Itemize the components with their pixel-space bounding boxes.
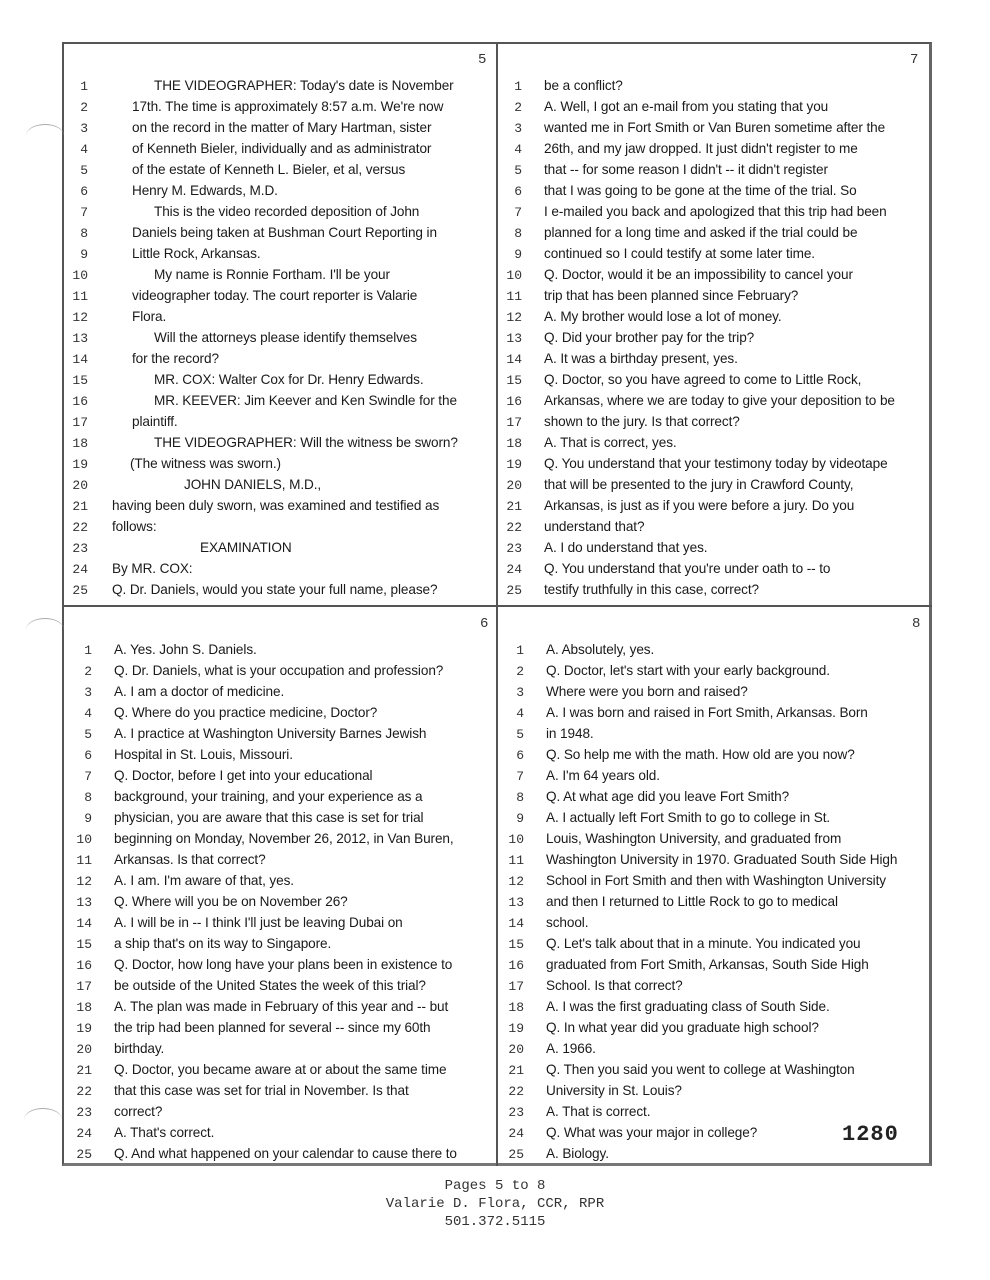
line-number: 1: [84, 643, 92, 658]
line-number: 13: [76, 895, 92, 910]
transcript-line: A. Absolutely, yes.: [546, 642, 655, 657]
line-number: 20: [72, 478, 88, 493]
bates-stamp: 1280: [842, 1122, 899, 1147]
line-number: 7: [514, 205, 522, 220]
transcript-line: birthday.: [114, 1041, 165, 1056]
transcript-line: A. The plan was made in February of this year and -- but: [114, 999, 449, 1014]
line-number: 23: [506, 541, 522, 556]
line-number: 18: [506, 436, 522, 451]
transcript-line: (The witness was sworn.): [130, 456, 281, 471]
transcript-line: Q. So help me with the math. How old are you now?: [546, 747, 855, 762]
transcript-line: Q. Where will you be on November 26?: [114, 894, 348, 909]
transcript-line: THE VIDEOGRAPHER: Will the witness be sworn?: [154, 435, 458, 450]
line-number: 9: [516, 811, 524, 826]
line-number: 15: [508, 937, 524, 952]
line-number: 11: [506, 289, 522, 304]
line-number: 21: [508, 1063, 524, 1078]
line-number: 24: [72, 562, 88, 577]
transcript-line: A. I'm 64 years old.: [546, 768, 660, 783]
line-number: 16: [72, 394, 88, 409]
line-number: 19: [76, 1021, 92, 1036]
transcript-line: A. That is correct.: [546, 1104, 651, 1119]
page-number: 8: [912, 616, 921, 632]
line-number: 16: [76, 958, 92, 973]
line-number: 11: [76, 853, 92, 868]
transcript-line: Arkansas, is just as if you were before a jury. Do you: [544, 498, 855, 513]
line-number: 8: [514, 226, 522, 241]
transcript-line: Henry M. Edwards, M.D.: [132, 183, 278, 198]
line-number: 21: [506, 499, 522, 514]
line-number: 20: [506, 478, 522, 493]
transcript-line: correct?: [114, 1104, 163, 1119]
transcript-line: A. That is correct, yes.: [544, 435, 677, 450]
line-number: 10: [72, 268, 88, 283]
line-number: 15: [506, 373, 522, 388]
transcript-line: MR. COX: Walter Cox for Dr. Henry Edwards.: [154, 372, 424, 387]
line-number: 4: [514, 142, 522, 157]
line-number: 4: [84, 706, 92, 721]
line-number: 22: [506, 520, 522, 535]
transcript-line: A. I was born and raised in Fort Smith, Arkansas. Born: [546, 705, 868, 720]
footer-phone: 501.372.5115: [444, 1214, 546, 1230]
line-number: 19: [508, 1021, 524, 1036]
line-number: 24: [508, 1126, 524, 1141]
line-number: 12: [508, 874, 524, 889]
transcript-line: University in St. Louis?: [546, 1083, 682, 1098]
transcript-line: A. My brother would lose a lot of money.: [544, 309, 782, 324]
transcript-line: for the record?: [132, 351, 219, 366]
transcript-line: Arkansas. Is that correct?: [114, 852, 266, 867]
line-number: 9: [84, 811, 92, 826]
transcript-line: Q. Let's talk about that in a minute. You indicated you: [546, 936, 861, 951]
transcript-line: A. I was the first graduating class of South Side.: [546, 999, 830, 1014]
transcript-line: background, your training, and your experience as a: [114, 789, 423, 804]
line-number: 5: [80, 163, 88, 178]
line-number: 6: [80, 184, 88, 199]
line-number: 11: [72, 289, 88, 304]
line-number: 21: [72, 499, 88, 514]
transcript-line: JOHN DANIELS, M.D.,: [184, 477, 322, 492]
line-number: 1: [516, 643, 524, 658]
line-number: 13: [508, 895, 524, 910]
line-number: 14: [72, 352, 88, 367]
transcript-line: This is the video recorded deposition of John: [154, 204, 420, 219]
line-number: 23: [508, 1105, 524, 1120]
transcript-line: Little Rock, Arkansas.: [132, 246, 261, 261]
transcript-line: I e-mailed you back and apologized that this trip had been: [544, 204, 887, 219]
transcript-line: School in Fort Smith and then with Washington University: [546, 873, 886, 888]
line-number: 6: [84, 748, 92, 763]
line-number: 18: [76, 1000, 92, 1015]
transcript-line: Q. Doctor, so you have agreed to come to Little Rock,: [544, 372, 862, 387]
line-number: 22: [508, 1084, 524, 1099]
transcript-line: A. Yes. John S. Daniels.: [114, 642, 257, 657]
line-number: 8: [80, 226, 88, 241]
line-number: 5: [514, 163, 522, 178]
line-number: 17: [506, 415, 522, 430]
transcript-line: a ship that's on its way to Singapore.: [114, 936, 332, 951]
transcript-line: Q. You understand that your testimony today by videotape: [544, 456, 888, 471]
line-number: 22: [72, 520, 88, 535]
line-number: 15: [72, 373, 88, 388]
line-number: 17: [76, 979, 92, 994]
transcript-line: A. I am a doctor of medicine.: [114, 684, 285, 699]
line-number: 19: [72, 457, 88, 472]
punch-hole-mark: [26, 124, 64, 147]
transcript-line: A. 1966.: [546, 1041, 596, 1056]
transcript-line: wanted me in Fort Smith or Van Buren sometime after the: [544, 120, 886, 135]
line-number: 20: [508, 1042, 524, 1057]
line-number: 1: [514, 79, 522, 94]
transcript-line: Q. Dr. Daniels, would you state your full name, please?: [112, 582, 438, 597]
line-number: 5: [516, 727, 524, 742]
line-number: 13: [506, 331, 522, 346]
transcript-line: A. I practice at Washington University Barnes Jewish: [114, 726, 427, 741]
line-number: 1: [80, 79, 88, 94]
line-number: 10: [506, 268, 522, 283]
transcript-line: Q. Dr. Daniels, what is your occupation and profession?: [114, 663, 444, 678]
transcript-line: A. That's correct.: [114, 1125, 215, 1140]
transcript-line: having been duly sworn, was examined and testified as: [112, 498, 440, 513]
line-number: 12: [76, 874, 92, 889]
transcript-line: Where were you born and raised?: [546, 684, 748, 699]
transcript-line: Daniels being taken at Bushman Court Reporting in: [132, 225, 437, 240]
transcript-line: shown to the jury. Is that correct?: [544, 414, 740, 429]
transcript-line: that I was going to be gone at the time of the trial. So: [544, 183, 857, 198]
line-number: 18: [72, 436, 88, 451]
transcript-line: Q. At what age did you leave Fort Smith?: [546, 789, 790, 804]
transcript-line: Washington University in 1970. Graduated South Side High: [546, 852, 898, 867]
line-number: 17: [508, 979, 524, 994]
line-number: 23: [76, 1105, 92, 1120]
transcript-line: be outside of the United States the week of this trial?: [114, 978, 426, 993]
footer-reporter: Valarie D. Flora, CCR, RPR: [385, 1196, 605, 1212]
transcript-line: A. I will be in -- I think I'll just be leaving Dubai on: [114, 915, 403, 930]
transcript-line: 26th, and my jaw dropped. It just didn't register to me: [544, 141, 858, 156]
transcript-line: MR. KEEVER: Jim Keever and Ken Swindle for the: [154, 393, 457, 408]
page-number: 5: [478, 52, 487, 68]
line-number: 3: [80, 121, 88, 136]
transcript-line: A. It was a birthday present, yes.: [544, 351, 738, 366]
line-number: 25: [508, 1147, 524, 1162]
transcript-line: Q. What was your major in college?: [546, 1125, 758, 1140]
transcript-line: Q. And what happened on your calendar to cause there to: [114, 1146, 457, 1161]
transcript-line: testify truthfully in this case, correct?: [544, 582, 759, 597]
line-number: 10: [508, 832, 524, 847]
line-number: 16: [508, 958, 524, 973]
line-number: 2: [516, 664, 524, 679]
line-number: 9: [80, 247, 88, 262]
transcript-line: planned for a long time and asked if the trial could be: [544, 225, 858, 240]
transcript-line: A. I am. I'm aware of that, yes.: [114, 873, 294, 888]
line-number: 2: [84, 664, 92, 679]
transcript-line: A. I actually left Fort Smith to go to college in St.: [546, 810, 831, 825]
transcript-line: 17th. The time is approximately 8:57 a.m. We're now: [132, 99, 444, 114]
transcript-line: understand that?: [544, 519, 645, 534]
transcript-line: Q. Did your brother pay for the trip?: [544, 330, 755, 345]
transcript-line: THE VIDEOGRAPHER: Today's date is November: [154, 78, 454, 93]
transcript-line: the trip had been planned for several -- since my 60th: [114, 1020, 431, 1035]
line-number: 11: [508, 853, 524, 868]
line-number: 13: [72, 331, 88, 346]
line-number: 23: [72, 541, 88, 556]
line-number: 8: [516, 790, 524, 805]
transcript-line: beginning on Monday, November 26, 2012, in Van Buren,: [114, 831, 454, 846]
transcript-line: physician, you are aware that this case is set for trial: [114, 810, 424, 825]
transcript-line: on the record in the matter of Mary Hartman, sister: [132, 120, 432, 135]
transcript-line: By MR. COX:: [112, 561, 193, 576]
line-number: 14: [76, 916, 92, 931]
line-number: 17: [72, 415, 88, 430]
transcript-line: Q. Doctor, would it be an impossibility to cancel your: [544, 267, 853, 282]
transcript-line: Hospital in St. Louis, Missouri.: [114, 747, 293, 762]
transcript-line: Arkansas, where we are today to give your deposition to be: [544, 393, 895, 408]
line-number: 24: [76, 1126, 92, 1141]
line-number: 24: [506, 562, 522, 577]
line-number: 4: [516, 706, 524, 721]
punch-hole-mark: [24, 1108, 62, 1131]
line-number: 9: [514, 247, 522, 262]
line-number: 2: [80, 100, 88, 115]
row-divider: [62, 605, 932, 607]
transcript-line: Q. Doctor, let's start with your early background.: [546, 663, 830, 678]
transcript-line: School. Is that correct?: [546, 978, 683, 993]
line-number: 25: [72, 583, 88, 598]
transcript-line: school.: [546, 915, 589, 930]
line-number: 3: [84, 685, 92, 700]
transcript-line: in 1948.: [546, 726, 594, 741]
line-number: 7: [84, 769, 92, 784]
transcript-line: Flora.: [132, 309, 167, 324]
transcript-line: A. Biology.: [546, 1146, 609, 1161]
transcript-line: and then I returned to Little Rock to go to medical: [546, 894, 838, 909]
line-number: 3: [516, 685, 524, 700]
line-number: 21: [76, 1063, 92, 1078]
line-number: 8: [84, 790, 92, 805]
line-number: 25: [506, 583, 522, 598]
line-number: 14: [506, 352, 522, 367]
line-number: 15: [76, 937, 92, 952]
transcript-line: be a conflict?: [544, 78, 623, 93]
line-number: 2: [514, 100, 522, 115]
line-number: 4: [80, 142, 88, 157]
line-number: 7: [80, 205, 88, 220]
transcript-line: follows:: [112, 519, 157, 534]
transcript-line: Q. In what year did you graduate high school?: [546, 1020, 819, 1035]
transcript-line: videographer today. The court reporter is Valarie: [132, 288, 418, 303]
line-number: 22: [76, 1084, 92, 1099]
line-number: 10: [76, 832, 92, 847]
transcript-line: A. I do understand that yes.: [544, 540, 708, 555]
line-number: 5: [84, 727, 92, 742]
line-number: 18: [508, 1000, 524, 1015]
transcript-line: EXAMINATION: [200, 540, 292, 555]
transcript-line: My name is Ronnie Fortham. I'll be your: [154, 267, 390, 282]
line-number: 12: [506, 310, 522, 325]
transcript-line: trip that has been planned since February?: [544, 288, 799, 303]
transcript-line: Q. Doctor, how long have your plans been in existence to: [114, 957, 453, 972]
transcript-line: continued so I could testify at some later time.: [544, 246, 815, 261]
transcript-line: of Kenneth Bieler, individually and as administrator: [132, 141, 432, 156]
line-number: 14: [508, 916, 524, 931]
line-number: 25: [76, 1147, 92, 1162]
punch-hole-mark: [26, 618, 64, 641]
footer-pages: Pages 5 to 8: [444, 1178, 546, 1194]
transcript-line: Will the attorneys please identify themselves: [154, 330, 417, 345]
transcript-line: that this case was set for trial in November. Is that: [114, 1083, 409, 1098]
transcript-line: Q. Then you said you went to college at Washington: [546, 1062, 855, 1077]
line-number: 20: [76, 1042, 92, 1057]
transcript-line: that will be presented to the jury in Crawford County,: [544, 477, 854, 492]
line-number: 7: [516, 769, 524, 784]
transcript-line: Q. Doctor, before I get into your educational: [114, 768, 373, 783]
transcript-line: Q. Where do you practice medicine, Doctor?: [114, 705, 378, 720]
transcript-line: of the estate of Kenneth L. Bieler, et al, versus: [132, 162, 406, 177]
transcript-line: Q. You understand that you're under oath to -- to: [544, 561, 831, 576]
transcript-line: plaintiff.: [132, 414, 178, 429]
line-number: 16: [506, 394, 522, 409]
transcript-line: Q. Doctor, you became aware at or about the same time: [114, 1062, 447, 1077]
transcript-line: A. Well, I got an e-mail from you stating that you: [544, 99, 829, 114]
page-number: 7: [910, 52, 919, 68]
line-number: 19: [506, 457, 522, 472]
transcript-line: that -- for some reason I didn't -- it didn't register: [544, 162, 828, 177]
line-number: 6: [516, 748, 524, 763]
line-number: 6: [514, 184, 522, 199]
transcript-line: Louis, Washington University, and graduated from: [546, 831, 842, 846]
page-number: 6: [480, 616, 489, 632]
line-number: 3: [514, 121, 522, 136]
line-number: 12: [72, 310, 88, 325]
transcript-line: graduated from Fort Smith, Arkansas, South Side High: [546, 957, 869, 972]
